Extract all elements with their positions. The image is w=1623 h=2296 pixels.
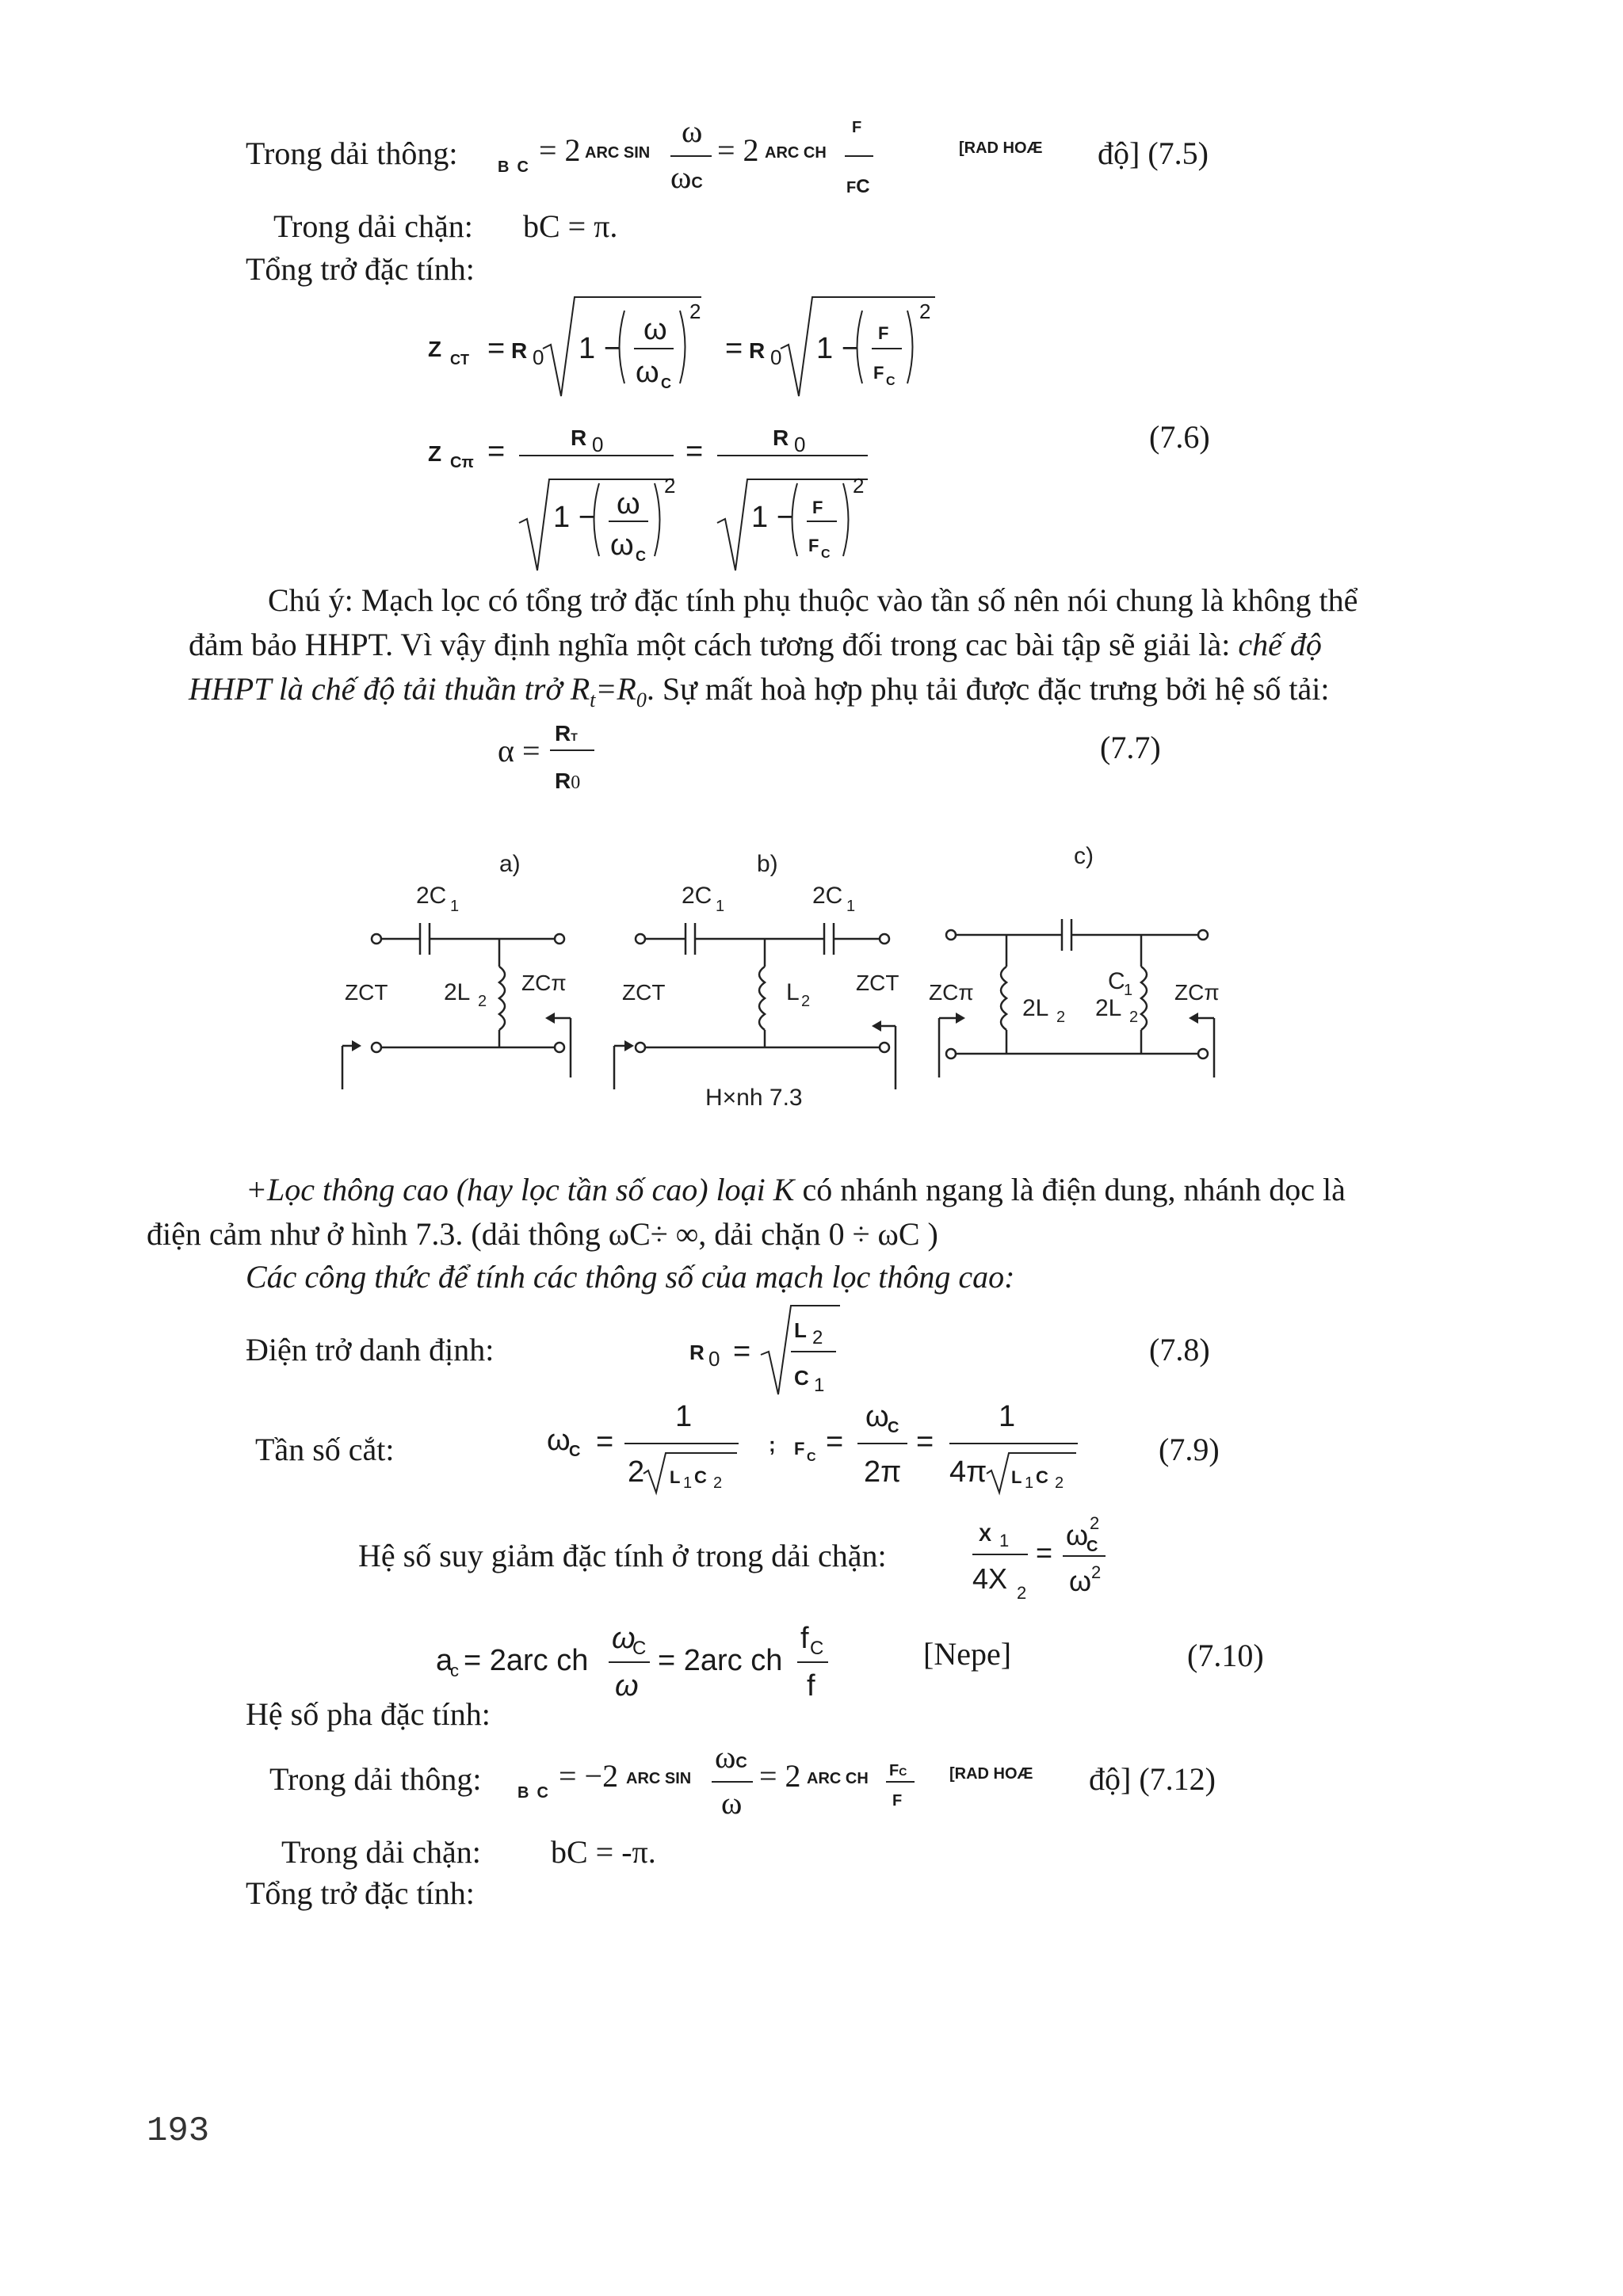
ind-label-b: L <box>786 979 800 1005</box>
r0: R <box>511 338 528 363</box>
svg-text:1: 1 <box>999 1531 1010 1550</box>
eq-7-8 <box>682 1299 872 1402</box>
svg-text:2: 2 <box>853 474 865 498</box>
eq-7-12-unit: [RAD HOÆ <box>949 1765 1033 1783</box>
eq-7-12-den2: F <box>892 1792 903 1810</box>
svg-text:1: 1 <box>675 1400 693 1433</box>
cap-label-c: C <box>1108 968 1125 994</box>
svg-text:2: 2 <box>1091 1562 1102 1582</box>
eq-7-12-close: độ] (7.12) <box>1089 1761 1216 1797</box>
impedance-heading-2: Tổng trở đặc tính: <box>246 1875 475 1911</box>
svg-text:C: C <box>807 1451 816 1464</box>
svg-text:ω: ω <box>547 1424 571 1457</box>
svg-text:ω: ω <box>617 487 640 521</box>
zcpi-label-a: ZCπ <box>521 971 567 995</box>
highpass-line-1: +Lọc thông cao (hay lọc tần số cao) loại K có nhánh ngang là điện dung, nhánh dọc là <box>246 1172 1346 1207</box>
cap-label-a: 2C <box>416 883 447 909</box>
svg-text:ω: ω <box>610 528 634 562</box>
svg-text:=: = <box>596 1425 614 1459</box>
fraction-bar <box>670 155 712 157</box>
eq-7-5-eq: = 2 <box>539 132 581 168</box>
zct-label-b2: ZCT <box>856 971 899 995</box>
svg-text:X: X <box>979 1524 992 1546</box>
svg-text:1: 1 <box>999 1400 1016 1433</box>
omega-c: ω <box>636 356 659 389</box>
svg-text:;: ; <box>769 1432 776 1456</box>
svg-text:0: 0 <box>592 433 604 456</box>
svg-text:C: C <box>569 1443 581 1460</box>
svg-text:0: 0 <box>708 1347 720 1371</box>
stopband-expr-1: bC = π. <box>523 208 618 244</box>
fraction-bar <box>550 749 594 751</box>
zcpi-lhs: Z <box>428 441 442 466</box>
eq-7-5-lhs: B C <box>498 158 529 176</box>
eq-7-10 <box>428 1608 919 1711</box>
svg-text:F: F <box>794 1439 805 1459</box>
svg-text:2: 2 <box>1017 1583 1027 1603</box>
ind-label-c1: 2L <box>1022 995 1049 1021</box>
passband-intro: Trong dải thông: <box>246 135 458 171</box>
svg-text:c: c <box>450 1661 459 1680</box>
svg-text:a: a <box>436 1644 453 1677</box>
eq-7-5-den1: ωC <box>670 159 703 195</box>
svg-text:ω: ω <box>615 1669 639 1703</box>
svg-text:F: F <box>812 498 823 517</box>
svg-text:2: 2 <box>713 1474 723 1492</box>
svg-text:ω: ω <box>1069 1565 1092 1597</box>
svg-text:L: L <box>670 1467 681 1487</box>
svg-text:2: 2 <box>812 1327 823 1348</box>
svg-text:ω: ω <box>612 1622 636 1655</box>
svg-text:C: C <box>1036 1467 1048 1487</box>
panel-c-label: c) <box>1074 843 1094 869</box>
fraction-bar <box>886 1781 915 1783</box>
svg-text:C: C <box>886 375 896 388</box>
svg-text:C: C <box>810 1638 824 1659</box>
ind-label-a: 2L <box>444 979 471 1005</box>
stopband-intro-2: Trong dải chặn: <box>281 1834 481 1870</box>
svg-text:C: C <box>636 548 646 564</box>
fraction-bar <box>712 1781 753 1783</box>
eq-7-12-num1: ωC <box>715 1739 747 1775</box>
eq-7-7-den: R0 <box>555 769 581 793</box>
svg-text:4X: 4X <box>972 1562 1008 1595</box>
svg-text:C: C <box>888 1419 899 1436</box>
stopband-intro-1: Trong dải chặn: <box>273 208 473 244</box>
svg-text:C: C <box>1086 1538 1098 1555</box>
svg-text:1 −: 1 − <box>553 501 596 534</box>
svg-text:R: R <box>773 425 789 450</box>
figure-caption: H×nh 7.3 <box>705 1085 803 1111</box>
svg-text:2: 2 <box>628 1455 645 1489</box>
svg-text:2: 2 <box>919 299 931 323</box>
svg-text:1: 1 <box>683 1474 693 1492</box>
zct-label-b1: ZCT <box>622 980 666 1005</box>
svg-text:=: = <box>725 332 743 365</box>
svg-text:=: = <box>1036 1536 1053 1569</box>
eq-7-7-num: RT <box>555 721 578 746</box>
svg-text:= 2arc ch: = 2arc ch <box>464 1644 589 1677</box>
svg-text:2: 2 <box>1090 1513 1100 1533</box>
eq-7-9 <box>539 1394 1125 1505</box>
eq-7-12-fn1: ARC SIN <box>626 1770 692 1787</box>
svg-text:F: F <box>873 363 884 383</box>
highpass-line-2: điện cảm như ở hình 7.3. (dải thông ωC÷ ∞, dải chặn 0 ÷ ωC ) <box>147 1216 938 1252</box>
svg-text:C: C <box>632 1638 647 1659</box>
r0-sub: 0 <box>533 345 544 369</box>
figure-7-3 <box>333 840 1268 1141</box>
eq-7-5-eq2: = 2 <box>717 132 759 168</box>
stopband-expr-2: bC = -π. <box>551 1834 656 1870</box>
zcpi-label-c1: ZCπ <box>929 980 974 1005</box>
svg-text:L: L <box>1011 1467 1022 1487</box>
eq-7-5-close: độ] (7.5) <box>1098 135 1209 171</box>
svg-text:C: C <box>821 547 831 561</box>
svg-text:1 −: 1 − <box>816 332 859 365</box>
svg-text:= 2arc ch: = 2arc ch <box>658 1644 783 1677</box>
omega: ω <box>643 313 667 346</box>
svg-text:f: f <box>800 1622 809 1655</box>
svg-text:2: 2 <box>689 299 701 323</box>
svg-text:=: = <box>826 1425 844 1459</box>
attenuation-label: Hệ số suy giảm đặc tính ở trong dải chặn: <box>358 1538 887 1573</box>
zct-label-a: ZCT <box>345 980 388 1005</box>
eq-7-12-eq: = −2 <box>559 1758 619 1794</box>
eq-7-7-number: (7.7) <box>1100 730 1161 765</box>
svg-text:2: 2 <box>801 993 811 1010</box>
svg-text:0: 0 <box>770 345 782 369</box>
svg-text:=: = <box>916 1425 934 1459</box>
svg-text:2: 2 <box>1056 1009 1066 1026</box>
eq-7-8-label: Điện trở danh định: <box>246 1332 495 1367</box>
eq-7-12-intro: Trong dải thông: <box>269 1761 482 1797</box>
page-number: 193 <box>147 2111 210 2151</box>
impedance-heading-1: Tổng trở đặc tính: <box>246 251 475 287</box>
eq-7-7-lhs: α = <box>498 733 540 769</box>
svg-text:ω: ω <box>1066 1519 1089 1551</box>
eq-7-6 <box>412 285 1205 586</box>
one-minus: 1 − <box>579 332 621 365</box>
zcpi-sub: Cπ <box>450 454 474 471</box>
svg-text:2: 2 <box>1055 1474 1064 1492</box>
eq-7-5-num2: F <box>852 119 862 136</box>
note-line-1: Chú ý: Mạch lọc có tổng trở đặc tính phụ thuộc vào tần số nên nói chung là không thể <box>268 582 1358 618</box>
svg-text:R: R <box>749 338 766 363</box>
panel-a-label: a) <box>499 851 521 877</box>
svg-text:1: 1 <box>450 898 460 915</box>
svg-text:0: 0 <box>794 433 806 456</box>
eq-7-5-num1: ω <box>682 113 703 149</box>
eq-7-12-den1: ω <box>721 1785 743 1821</box>
note-line-2: đảm bảo HHPT. Vì vậy định nghĩa một cách tương đối trong cac bài tập sẽ giải là: chế độ <box>189 627 1322 662</box>
cap-label-b2: 2C <box>812 883 843 909</box>
svg-text:4π: 4π <box>949 1455 987 1489</box>
note-line-3: HHPT là chế độ tải thuần trở $R_t=R_0$. Sự mất hoà hợp phụ tải được đặc trưng bởi hệ số tải: <box>189 671 1330 711</box>
svg-text:C: C <box>661 376 671 391</box>
eq-7-12-fn2: ARC CH <box>807 1770 869 1787</box>
svg-text:R: R <box>571 425 587 450</box>
svg-text:F: F <box>878 323 889 343</box>
svg-text:1: 1 <box>1124 982 1133 999</box>
svg-text:1: 1 <box>814 1375 825 1396</box>
ind-label-c2: 2L <box>1095 995 1122 1021</box>
svg-text:=: = <box>487 435 506 468</box>
svg-text:2: 2 <box>478 993 487 1010</box>
svg-text:ω: ω <box>865 1400 889 1433</box>
zct-lhs: Z <box>428 337 442 361</box>
eq-7-6-number: (7.6) <box>1149 419 1210 455</box>
zcpi-label-c2: ZCπ <box>1174 980 1220 1005</box>
panel-b-label: b) <box>757 851 778 877</box>
svg-text:=: = <box>685 435 704 468</box>
eq-7-9-number: (7.9) <box>1159 1432 1220 1467</box>
svg-text:R: R <box>689 1341 705 1364</box>
svg-text:2π: 2π <box>864 1455 902 1489</box>
equals: = <box>487 332 506 365</box>
eq-7-5-unit: [RAD HOÆ <box>959 139 1043 157</box>
svg-text:1: 1 <box>846 898 856 915</box>
eq-7-10-unit: [Nepe] <box>923 1636 1012 1672</box>
svg-text:C: C <box>694 1467 707 1487</box>
eq-7-12-num2: FC <box>889 1762 907 1779</box>
cap-label-b1: 2C <box>682 883 712 909</box>
svg-text:1: 1 <box>1025 1474 1034 1492</box>
highpass-line-3: Các công thức để tính các thông số của mạch lọc thông cao: <box>246 1259 1015 1295</box>
zct-sub: CT <box>450 352 469 368</box>
svg-text:C: C <box>794 1366 809 1390</box>
svg-text:2: 2 <box>1129 1009 1139 1026</box>
svg-text:1: 1 <box>716 898 725 915</box>
svg-text:f: f <box>807 1669 815 1703</box>
eq-7-5-fn1: ARC SIN <box>585 144 651 162</box>
phase-heading: Hệ số pha đặc tính: <box>246 1696 491 1732</box>
attenuation-eq <box>963 1505 1137 1608</box>
eq-7-5-fn2: ARC CH <box>765 144 827 162</box>
fraction-bar <box>845 155 873 157</box>
svg-text:2: 2 <box>664 474 676 498</box>
eq-7-5-den2: FC <box>846 176 870 197</box>
eq-7-9-label: Tần số cắt: <box>255 1432 395 1467</box>
svg-text:=: = <box>733 1335 751 1368</box>
svg-text:L: L <box>794 1318 807 1342</box>
eq-7-12-lhs: B C <box>517 1784 548 1802</box>
eq-7-12-eq2: = 2 <box>759 1758 801 1794</box>
eq-7-10-number: (7.10) <box>1187 1638 1264 1673</box>
eq-7-8-number: (7.8) <box>1149 1332 1210 1367</box>
svg-text:1 −: 1 − <box>751 501 794 534</box>
svg-text:F: F <box>808 536 819 555</box>
